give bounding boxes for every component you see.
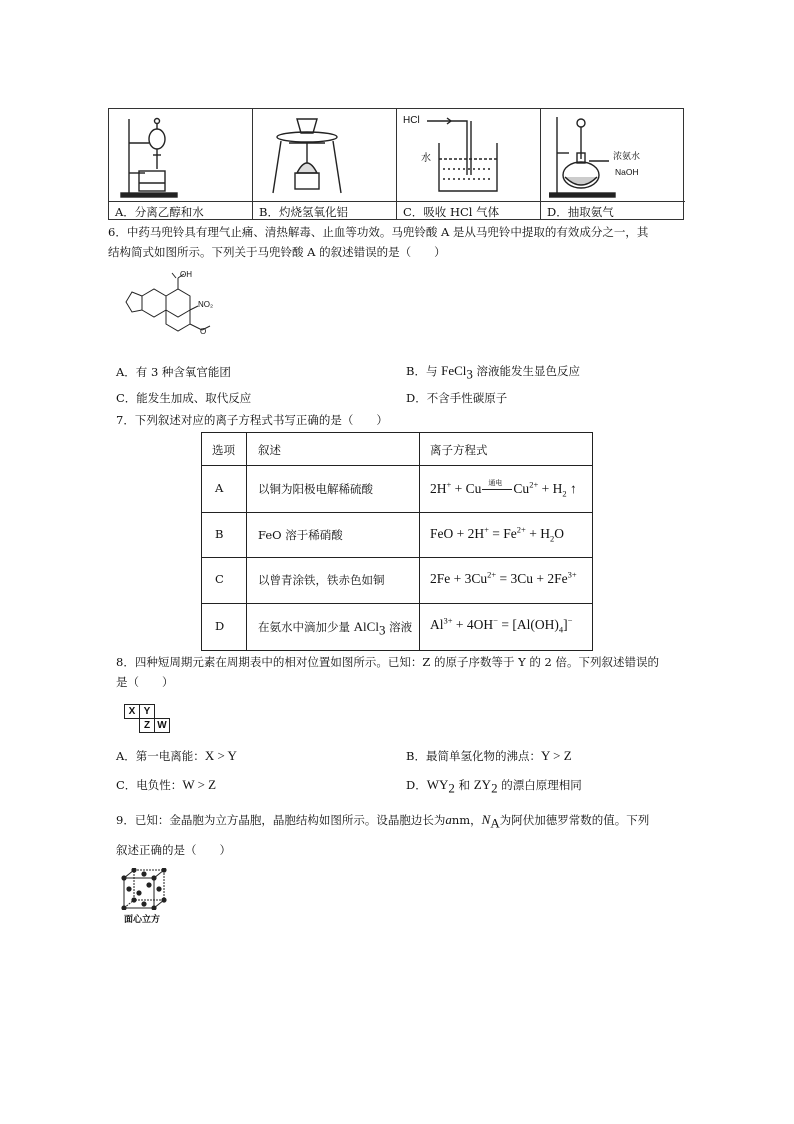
- q8-option-c: C．电负性：W > Z: [116, 777, 217, 792]
- q6-option-b: B．与 FeCl$_3$ 溶液能发生显色反应: [406, 363, 581, 382]
- option-d-caption: D．抽取氨气: [547, 205, 614, 219]
- q8-stem-line1: 8．四种短周期元素在周期表中的相对位置如图所示。已知：Z 的原子序数等于 Y 的 2 倍。下列叙述错误的: [116, 655, 659, 669]
- row-b-key: B: [215, 527, 224, 541]
- q7-stem: 7．下列叙述对应的离子方程式书写正确的是（ ）: [116, 413, 388, 427]
- q9-stem-line1: 9．已知：金晶胞为立方晶胞，晶胞结构如图所示。设晶胞边长为anm，$N_A$为阿伏加德罗常数的值。下列: [116, 812, 650, 831]
- element-z: Z: [139, 718, 155, 733]
- q6-stem-line2: 结构简式如图所示。下列关于马兜铃酸 A 的叙述错误的是（ ）: [108, 245, 446, 259]
- hcl-tag: HCl: [403, 115, 420, 126]
- row-d-key: D: [215, 619, 225, 633]
- q6-option-c: C．能发生加成、取代反应: [116, 391, 252, 405]
- gas-absorption-beaker-icon: [417, 113, 507, 199]
- aristolochic-acid-structure: [112, 270, 222, 352]
- electrolysis-label: 通电: [488, 479, 503, 488]
- ammonia-generator-icon: [549, 113, 619, 199]
- q8-option-d: D．$WY_2$ 和 $ZY_2$ 的漂白原理相同: [406, 777, 582, 796]
- row-b-equation: FeO + $2H^+ = Fe^{2+} + H_2O$: [430, 524, 564, 544]
- fcc-cube-icon: [120, 868, 170, 910]
- chemical-structure-icon: [112, 270, 222, 352]
- crucible-burner-icon: [267, 113, 347, 199]
- oh-label: OH: [180, 270, 192, 279]
- header-option: 选项: [212, 443, 235, 457]
- row-d-desc: 在氨水中滴加少量 AlCl$_3$ 溶液: [258, 619, 413, 638]
- q6-option-a: A．有 3 种含氧官能团: [116, 365, 231, 379]
- row-c-key: C: [215, 572, 224, 586]
- row-a-desc: 以铜为阳极电解稀硫酸: [258, 482, 373, 496]
- row-b-desc: FeO 溶于稀硝酸: [258, 528, 343, 542]
- o-label: O: [200, 327, 207, 336]
- option-c-caption: C．吸收 HCl 气体: [403, 205, 500, 219]
- q8-stem-line2: 是（ ）: [116, 675, 174, 689]
- periodic-position-grid: [124, 704, 170, 734]
- q6-option-d: D．不含手性碳原子: [406, 391, 508, 405]
- option-d-cell: [541, 109, 685, 219]
- row-c-desc: 以曾青涂铁，铁赤色如铜: [258, 573, 385, 587]
- option-b-caption: B．灼烧氢氧化铝: [259, 205, 348, 219]
- separatory-funnel-apparatus-icon: [119, 113, 179, 199]
- option-c-cell: [397, 109, 541, 219]
- element-x: X: [124, 704, 140, 719]
- row-c-equation: $2Fe + 3Cu^{2+} = 3Cu + 2Fe^{3+}$: [430, 569, 577, 586]
- element-w: W: [154, 718, 170, 733]
- conc-ammonia-tag: 浓氨水: [613, 152, 641, 162]
- row-a-equation: 2H+ + Cu 通电 $Cu^{2+} + H_2$ ↑: [430, 479, 577, 499]
- ion-equation-table: [201, 432, 593, 651]
- header-equation: 离子方程式: [430, 443, 488, 457]
- water-tag: 水: [421, 153, 431, 164]
- q8-option-a: A．第一电离能：X > Y: [116, 748, 237, 763]
- q8-option-b: B．最简单氢化物的沸点：Y > Z: [406, 748, 572, 763]
- header-description: 叙述: [258, 443, 281, 457]
- fcc-unit-cell: [120, 868, 170, 910]
- option-a-cell: [109, 109, 253, 219]
- q6-stem-line1: 6．中药马兜铃具有理气止痛、清热解毒、止血等功效。马兜铃酸 A 是从马兜铃中提取的有效成分之一，其: [108, 225, 649, 239]
- no2-label: NO₂: [198, 300, 214, 309]
- option-b-cell: [253, 109, 397, 219]
- naoh-tag: NaOH: [615, 167, 639, 177]
- q9-stem-line2: 叙述正确的是（ ）: [116, 843, 231, 857]
- fcc-caption: 面心立方: [124, 915, 161, 925]
- option-a-caption: A．分离乙醇和水: [115, 205, 204, 219]
- element-y: Y: [139, 704, 155, 719]
- apparatus-table: [108, 108, 684, 220]
- row-a-key: A: [215, 481, 224, 495]
- row-d-equation: $Al^{3+} + 4OH^- = [Al(OH)_4]^-$: [430, 615, 573, 635]
